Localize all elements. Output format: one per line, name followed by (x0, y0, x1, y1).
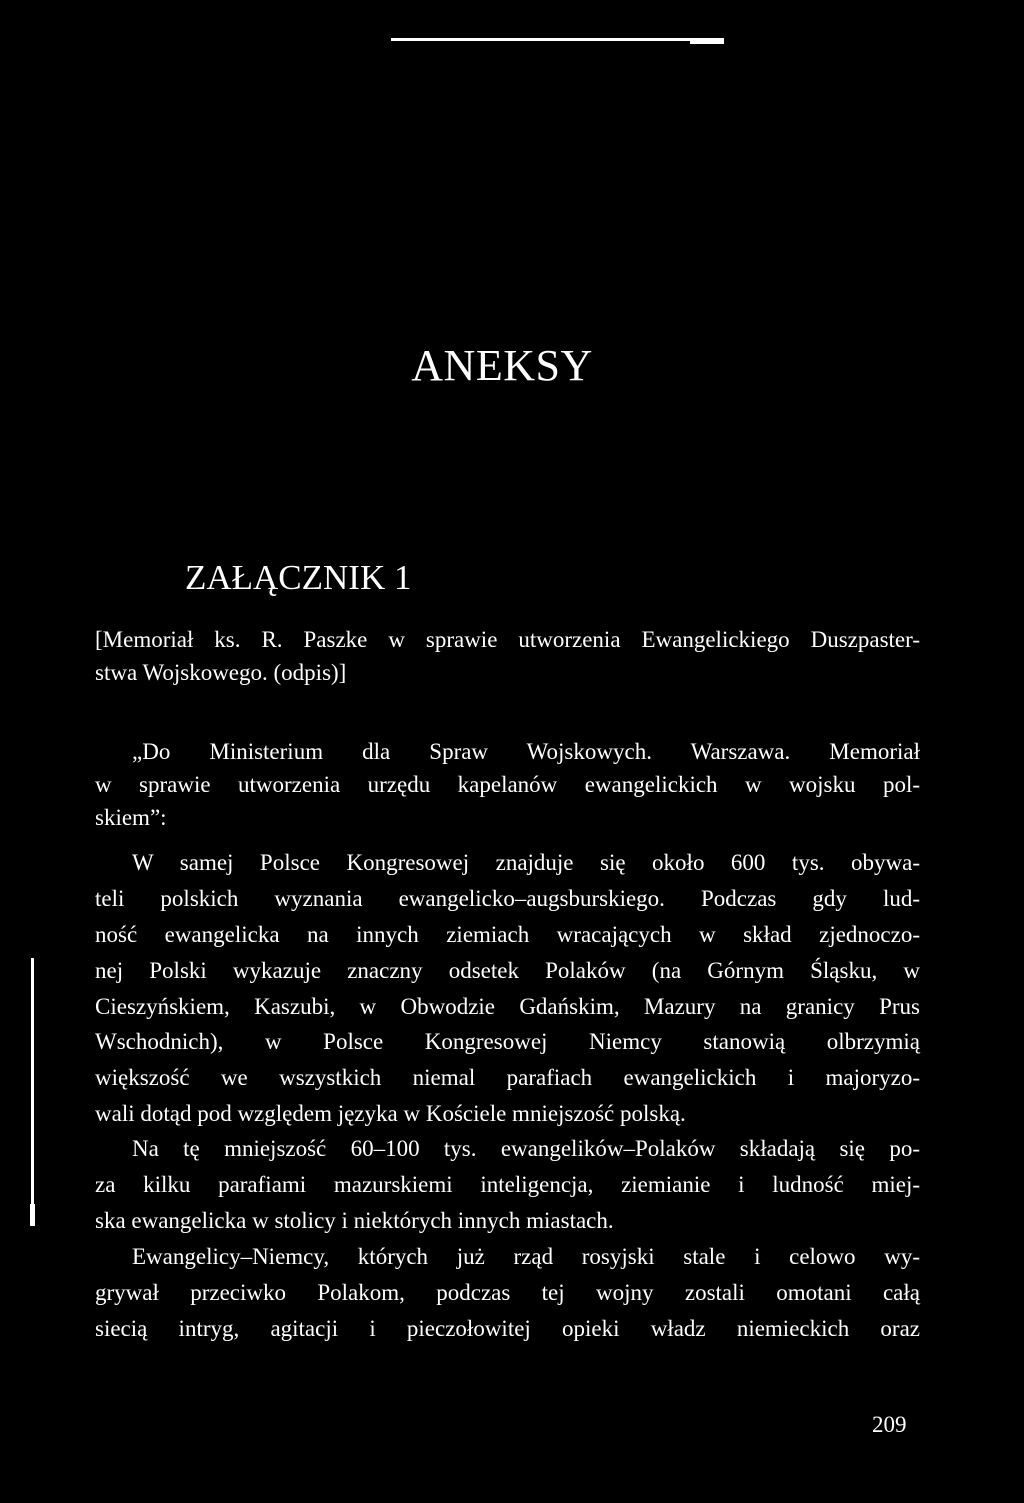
text-line: Ewangelicy–Niemcy, których już rząd rosyjski stale i celowo wy- (132, 1244, 920, 1269)
text-line: Cieszyńskiem, Kaszubi, w Obwodzie Gdańskim, Mazury na granicy Prus (95, 994, 920, 1019)
text-line: w sprawie utworzenia urzędu kapelanów ewangelickich w wojsku pol- (95, 772, 920, 797)
text-line: wali dotąd pod względem języka w Kościele mniejszość polską. (95, 1101, 686, 1126)
text-line: ska ewangelicka w stolicy i niektórych innych miastach. (95, 1208, 614, 1233)
text-line: za kilku parafiami mazurskiemi inteligencja, ziemianie i ludność miej- (95, 1172, 920, 1197)
text-line: [Memoriał ks. R. Paszke w sprawie utworzenia Ewangelickiego Duszpaster- (95, 627, 920, 652)
text-line: Wschodnich), w Polsce Kongresowej Niemcy stanowią olbrzymią (95, 1029, 920, 1054)
page-number: 209 (872, 1412, 907, 1437)
text-line: siecią intryg, agitacji i pieczołowitej opieki władz niemieckich oraz (95, 1316, 920, 1341)
page-title: ANEKSY (411, 341, 593, 390)
attachment-heading: ZAŁĄCZNIK 1 (185, 558, 412, 597)
text-line: Na tę mniejszość 60–100 tys. ewangelików–Polaków składają się po- (132, 1136, 920, 1161)
text-line: skiem”: (95, 805, 167, 830)
text-line: nej Polski wykazuje znaczny odsetek Polaków (na Górnym Śląsku, w (95, 958, 920, 983)
text-line: „Do Ministerium dla Spraw Wojskowych. Warszawa. Memoriał (132, 739, 920, 764)
text-line: ność ewangelicka na innych ziemiach wracających w skład zjednoczo- (95, 922, 920, 947)
text-line: teli polskich wyznania ewangelicko–augsburskiego. Podczas gdy lud- (95, 886, 920, 911)
text-line: większość we wszystkich niemal parafiach ewangelickich i majoryzo- (95, 1065, 920, 1090)
text-line: stwa Wojskowego. (odpis)] (95, 660, 347, 685)
text-line: grywał przeciwko Polakom, podczas tej wojny zostali omotani całą (95, 1280, 920, 1305)
text-line: W samej Polsce Kongresowej znajduje się około 600 tys. obywa- (132, 850, 920, 875)
